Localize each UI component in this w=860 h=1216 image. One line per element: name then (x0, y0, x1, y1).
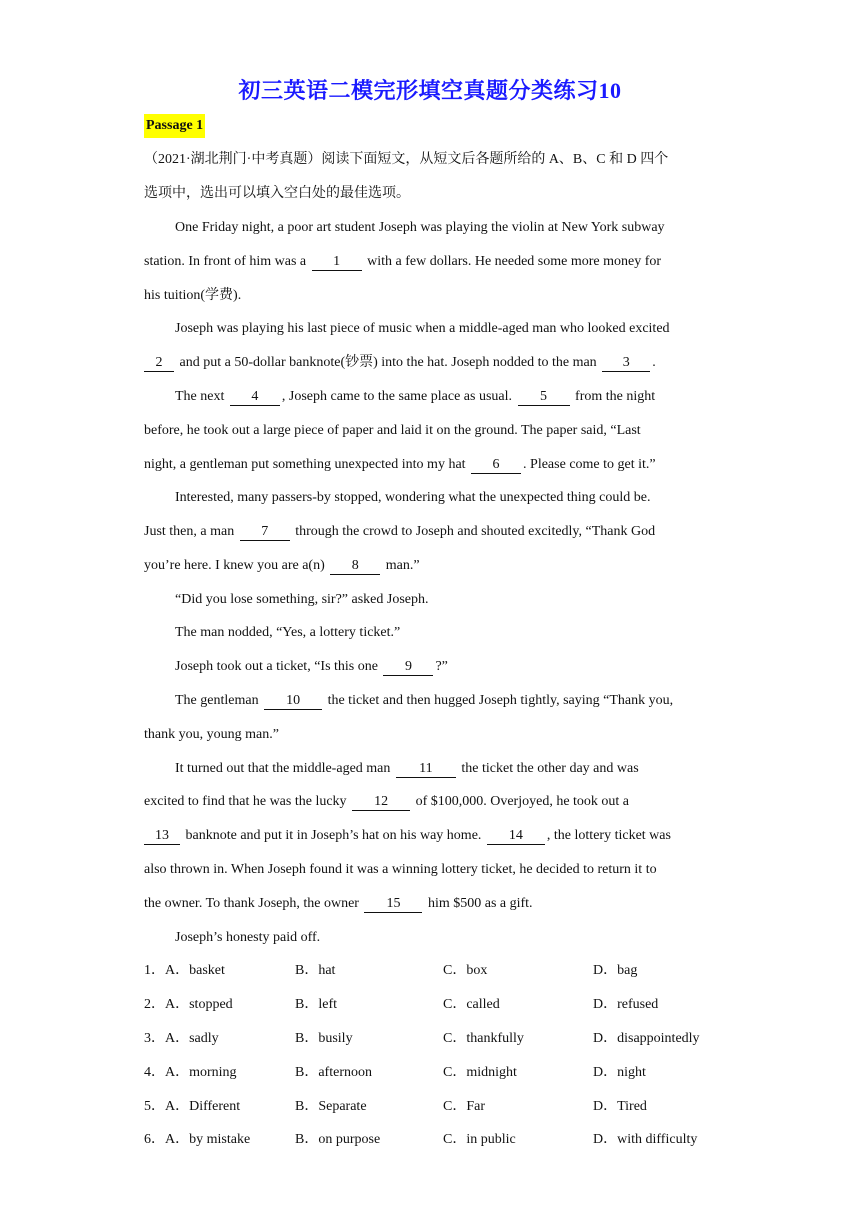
text-segment: him $500 as a gift. (424, 896, 533, 911)
text-segment: through the crowd to Joseph and shouted excitedly, “Thank God (291, 524, 656, 539)
blank-6: 6 (471, 457, 521, 474)
text-line: “Did you lose something, sir?” asked Joseph. (175, 592, 429, 607)
option-a: 3．A．sadly (144, 1031, 219, 1046)
text-line (175, 657, 448, 677)
blank-9: 9 (383, 659, 433, 676)
text-segment: of $100,000. Overjoyed, he took out a (412, 794, 630, 809)
option-a: 6．A．by mistake (144, 1132, 251, 1147)
text-line (144, 792, 629, 812)
option-b: B．hat (295, 963, 336, 978)
option-d: D．Tired (593, 1099, 647, 1114)
option-a: 5．A．Different (144, 1099, 241, 1114)
option-a: 1．A．basket (144, 963, 225, 978)
blank-15: 15 (364, 896, 422, 913)
option-d: D．refused (593, 997, 659, 1012)
text-segment: excited to find that he was the lucky (144, 794, 351, 809)
text-line (144, 353, 656, 373)
blank-8: 8 (330, 558, 380, 575)
option-b: B．Separate (295, 1099, 367, 1114)
blank-13: 13 (144, 828, 180, 845)
text-segment: Just then, a man (144, 524, 238, 539)
option-d: D．bag (593, 963, 638, 978)
option-a: 4．A．morning (144, 1065, 237, 1080)
text-segment: The gentleman (175, 693, 263, 708)
text-line (175, 691, 673, 711)
option-c: C．thankfully (443, 1031, 524, 1046)
text-line: before, he took out a large piece of paper and laid it on the ground. The paper said, “Last (144, 423, 641, 438)
page-title: 初三英语二模完形填空真题分类练习10 (238, 78, 622, 103)
option-b: B．afternoon (295, 1065, 372, 1080)
text-segment: . (652, 355, 656, 370)
option-c: C．box (443, 963, 488, 978)
text-segment: you’re here. I knew you are a(n) (144, 558, 329, 573)
text-segment: . Please come to get it.” (523, 457, 656, 472)
text-segment: , Joseph came to the same place as usual. (281, 389, 516, 404)
text-segment: from the night (571, 389, 656, 404)
text-segment: the ticket and then hugged Joseph tightly, saying “Thank you, (324, 693, 674, 708)
text-segment: and put a 50-dollar banknote(钞票) into the hat. Joseph nodded to the man (176, 355, 601, 370)
option-c: C．Far (443, 1099, 485, 1114)
blank-7: 7 (240, 524, 290, 541)
blank-3: 3 (602, 355, 650, 372)
text-segment: ?” (435, 659, 448, 674)
blank-12: 12 (352, 794, 410, 811)
blank-10: 10 (264, 693, 322, 710)
text-line (144, 556, 420, 576)
text-line: Joseph’s honesty paid off. (175, 930, 321, 945)
text-line: Interested, many passers-by stopped, wondering what the unexpected thing could be. (175, 490, 651, 505)
option-a: 2．A．stopped (144, 997, 233, 1012)
option-c: C．called (443, 997, 500, 1012)
text-segment: night, a gentleman put something unexpected into my hat (144, 457, 470, 472)
option-d: D．disappointedly (593, 1031, 700, 1046)
option-b: B．left (295, 997, 337, 1012)
blank-2: 2 (144, 355, 174, 372)
intro-line-2: 选项中，选出可以填入空白处的最佳选项。 (144, 186, 410, 201)
text-segment: The next (175, 389, 228, 404)
text-segment: , the lottery ticket was (546, 828, 671, 843)
text-segment: the ticket the other day and was (457, 761, 639, 776)
option-d: D．night (593, 1065, 646, 1080)
blank-5: 5 (518, 389, 570, 406)
text-line (144, 826, 671, 846)
option-b: B．busily (295, 1031, 353, 1046)
text-line: thank you, young man.” (144, 727, 279, 742)
text-line: The man nodded, “Yes, a lottery ticket.” (175, 625, 401, 640)
text-line (175, 759, 639, 779)
blank-4: 4 (230, 389, 280, 406)
text-line (144, 455, 656, 475)
option-b: B．on purpose (295, 1132, 381, 1147)
text-segment: the owner. To thank Joseph, the owner (144, 896, 363, 911)
text-segment: with a few dollars. He needed some more money for (363, 254, 662, 269)
intro-line-1: （2021·湖北荆门·中考真题）阅读下面短文，从短文后各题所给的 A、B、C 和 D 四个 (144, 152, 669, 167)
text-line (144, 894, 533, 914)
text-line: One Friday night, a poor art student Joseph was playing the violin at New York subway (175, 220, 665, 235)
text-line: his tuition(学费). (144, 288, 242, 303)
blank-14: 14 (487, 828, 545, 845)
blank-11: 11 (396, 761, 456, 778)
text-segment: station. In front of him was a (144, 254, 310, 269)
text-segment: banknote and put it in Joseph’s hat on his way home. (182, 828, 485, 843)
text-line: also thrown in. When Joseph found it was a winning lottery ticket, he decided to return it to (144, 862, 657, 877)
text-segment: man.” (382, 558, 420, 573)
text-segment: It turned out that the middle-aged man (175, 761, 394, 776)
passage-label: Passage 1 (144, 114, 205, 138)
text-line (144, 252, 661, 272)
text-line: Joseph was playing his last piece of music when a middle-aged man who looked excited (175, 321, 670, 336)
option-c: C．in public (443, 1132, 516, 1147)
option-d: D．with difficulty (593, 1132, 698, 1147)
blank-1: 1 (312, 254, 362, 271)
text-segment: Joseph took out a ticket, “Is this one (175, 659, 382, 674)
option-c: C．midnight (443, 1065, 517, 1080)
text-line (144, 522, 655, 542)
text-line (175, 387, 655, 407)
